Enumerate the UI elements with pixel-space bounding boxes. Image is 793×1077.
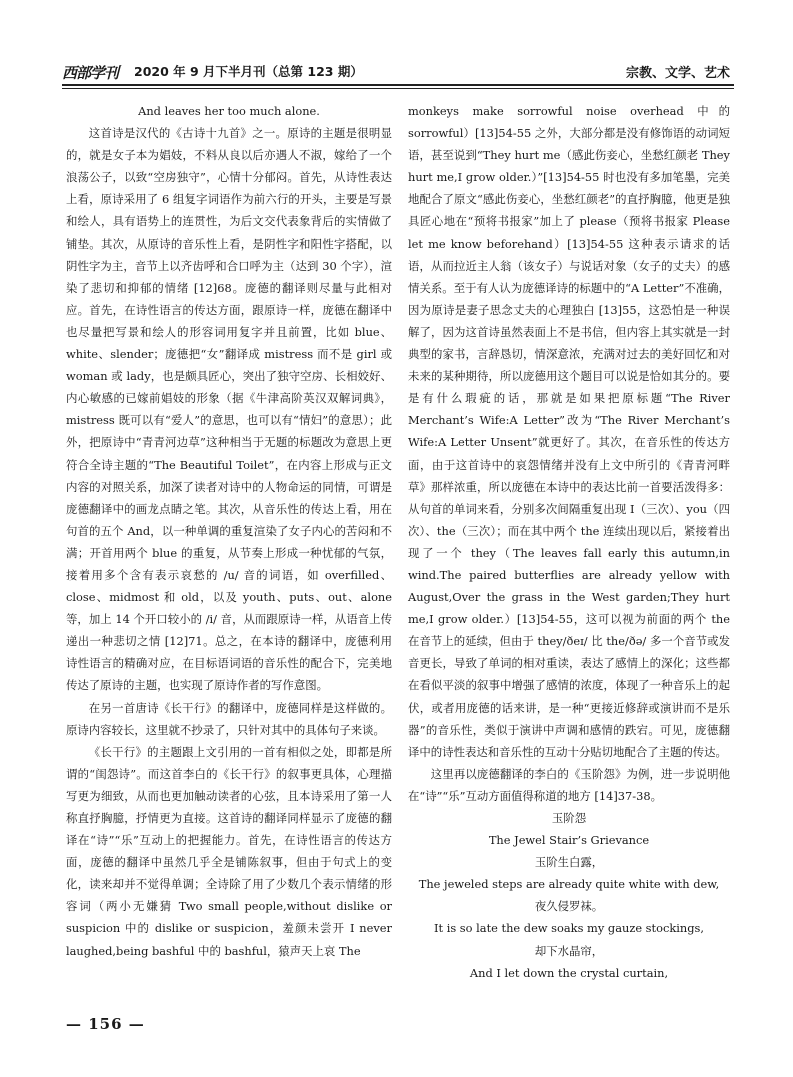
- section-title: 宗教、文学、艺术: [625, 66, 730, 81]
- page-number: — 156 —: [66, 1015, 145, 1033]
- left-column: [66, 100, 392, 962]
- paragraph: 在另一首唐诗《长干行》的翻译中，庞德同样是这样做的。原诗内容较长，这里就不抄录了，只针对其中的具体句子来谈。: [66, 700, 392, 737]
- right-column: [408, 100, 730, 984]
- header-rule: [62, 84, 734, 86]
- paragraph: 玉阶生白露，: [534, 855, 604, 870]
- journal-logo: 西部学刊: [62, 64, 119, 82]
- paragraph: The Jewel Stair’s Grievance: [488, 833, 650, 848]
- paragraph: 这里再以庞德翻译的李白的《玉阶怨》为例，进一步说明他在“诗”“乐”互动方面值得称道的地方 [14]37-38。: [408, 766, 730, 803]
- paragraph: 玉阶怨: [551, 811, 587, 825]
- paragraph: 夜久侵罗袜。: [534, 899, 604, 914]
- paragraph: 这首诗是汉代的《古诗十九首》之一。原诗的主题是很明显的，就是女子本为娼妓，不料从良以后亦遇人不淑，嫁给了一个浪荡公子，以致“空房独守”，心情十分郁闷。首先，从诗性表达上看，原诗采用了 6 组复字词语作为前六行的开头，主要是写景和绘人，具有语势上的连贯性，为后文交代表象背后的实情做了铺垫。其次，从原诗的音乐性上看，是阴性字和阳性字搭配，以阴性字为主，音节上以齐齿呼和合口呼为主（达到 30 个字），渲染了悲切和抑郁的情绪 [12]68。庞德的翻译则尽量与此相对应。首先，在诗性语言的传达方面，跟原诗一样，庞德在翻译中也尽量把写景和绘人的形容词用复字并且前置，比如 blue、white、slender；庞德把“女”翻译成 mistress 而不是 girl 或 woman 或 lady，也是颇具匠心，突出了独守空房、长相姣好、内心敏感的已嫁前娼妓的形象（据《牛津高阶英汉双解词典》，mistress 既可以有“爱人”的意思，也可以有“情妇”的意思）；此外，把原诗中“青青河边草”这种相当于无题的标题改为意思上更符合全诗主题的“The Beautiful Toilet”，在内容上形成与正文内容的对照关系，加深了读者对诗中的人物命运的同情，可谓是庞德翻译中的画龙点睛之笔。其次，从音乐性的传达上看，用在句首的五个 And，以一种单调的重复渲染了女子内心的苦闷和不满；开首用两个 blue 的重复，从节奏上形成一种忧郁的气氛，接着用多个含有表示哀愁的 /u/ 音的词语，如 overfilled、close、midmost 和 old，以及 youth、puts、out、alone 等，加上 14 个开口较小的 /i/ 音，从而跟原诗一样，从语音上传递出一种悲切之情 [12]71。总之，在本诗的翻译中，庞德利用诗性语言的精确对应，在目标语词语的音乐性的配合下，完美地传达了原诗的主题，也实现了原诗作者的写作意图。: [66, 126, 392, 693]
- paragraph: And I let down the crystal curtain,: [469, 965, 669, 980]
- issue-info: 2020 年 9 月下半月刊（总第 123 期）: [134, 64, 363, 79]
- paragraph: monkeys make sorrowful noise overhead 中的 sorrowful）[13]54-55 之外，大部分都是没有修饰语的动词短语，甚至说到“They hurt me（感此伤妾心，坐愁红颜老 They hurt me,I grow older.）”[13]54-55 时也没有多加笔墨，完美地配合了原文“感此伤妾心，坐愁红颜老”的直抒胸臆，他更是独具匠心地在“预将书报家”加上了 please（预将书报家 Please let me know beforehand）[13]54-55 这种表示请求的话语，从而拉近主人翁（该女子）与说话对象（女子的丈夫）的感情关系。至于有人认为庞德译诗的标题中的“A Letter”不准确，因为原诗是妻子思念丈夫的心理独白 [13]55，这恐怕是一种误解了，因为这首诗虽然表面上不是书信，但内容上其实就是一封典型的家书，言辞恳切，情深意浓，充满对过去的美好回忆和对未来的某种期待，所以庞德用这个题目可以说是恰如其分的。要是有什么瑕疵的话，那就是如果把原标题“The River Merchant’s Wife:A Letter”改为“The River Merchant’s Wife:A Letter Unsent”就更好了。其次，在音乐性的传达方面，由于这首诗中的哀怨情绪并没有上文中所引的《青青河畔草》那样浓重，所以庞德在本诗中的表达比前一首要活泼得多：从句首的单词来看，分别多次间隔重复出现 I（三次）、you（四次）、the（三次）；而在其中两个 the 连续出现以后，紧接着出现了一个 they（The leaves fall early this autumn,in wind.The paired butterflies are already yellow with August,Over the grass in the West garden;They hurt me,I grow older.）[13]54-55，这可以视为前面的两个 the 在音节上的延续，但由于 they/ðeɪ/ 比 the/ðə/ 多一个音节或发音更长，导致了单词的相对重读，表达了感情上的深化；这些都在看似平淡的叙事中增强了感情的浓度，体现了一种音乐上的起伏，或者用庞德的话来讲，是一种“更接近修辞或演讲而不是乐器”的音乐性，类似于演讲中声调和感情的跌宕。可见，庞德翻译中的诗性表达和音乐性的互动十分贴切地配合了主题的传达。: [408, 104, 730, 759]
- page-header: [62, 58, 732, 84]
- paragraph: And leaves her too much alone.: [138, 104, 320, 118]
- paragraph: It is so late the dew soaks my gauze stockings,: [434, 921, 704, 936]
- header-rule-thin: [62, 88, 734, 89]
- paragraph: The jeweled steps are already quite white with dew,: [418, 877, 720, 892]
- paragraph: 却下水晶帘，: [534, 943, 604, 958]
- paragraph: 《长干行》的主题跟上文引用的一首有相似之处，即都是所谓的“闺怨诗”。而这首李白的《长干行》的叙事更具体，心理描写更为细致，从而也更加触动读者的心弦，且本诗采用了第一人称直抒胸臆，抒情更为直接。这首诗的翻译同样显示了庞德的翻译在“诗”“乐”互动上的把握能力。首先，在诗性语言的传达方面，庞德的翻译中虽然几乎全是铺陈叙事，但由于句式上的变化，读来却并不觉得单调；全诗除了用了少数几个表示情绪的形容词（两小无嫌猜 Two small people,without dislike or suspicion 中的 dislike or suspicion，羞颜未尝开 I never laughed,being bashful 中的 bashful，猿声天上哀 The: [66, 744, 392, 958]
